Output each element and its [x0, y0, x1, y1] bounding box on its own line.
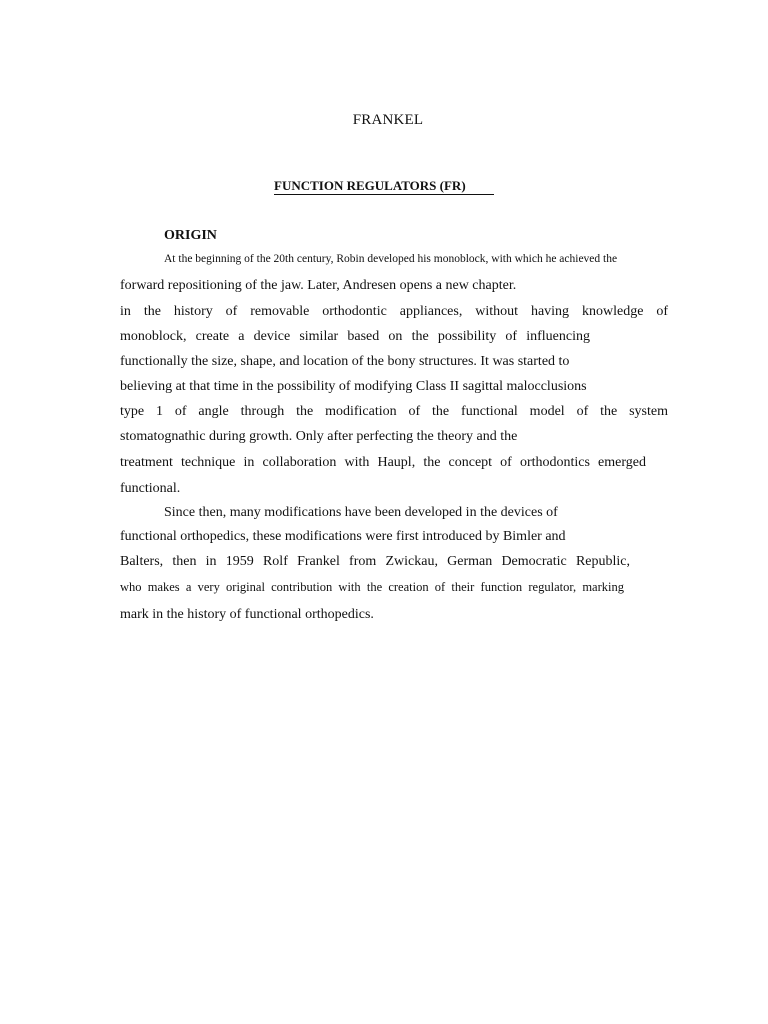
text-line: type 1 of angle through the modification of the functional model of the system	[120, 404, 668, 419]
document-subtitle: FUNCTION REGULATORS (FR)	[274, 178, 494, 195]
text-line: functional orthopedics, these modifications were first introduced by Bimler and	[120, 529, 566, 544]
text-line: mark in the history of functional orthopedics.	[120, 607, 374, 622]
text-line: monoblock, create a device similar based on the possibility of influencing	[120, 329, 590, 344]
text-line: believing at that time in the possibility of modifying Class II sagittal malocclusions	[120, 379, 587, 394]
text-line: At the beginning of the 20th century, Robin developed his monoblock, with which he achieved the	[164, 253, 618, 265]
text-line: functionally the size, shape, and location of the bony structures. It was started to	[120, 354, 570, 369]
text-line: functional.	[120, 481, 181, 496]
text-line: who makes a very original contribution with the creation of their function regulator, marking	[120, 580, 624, 594]
text-line: Balters, then in 1959 Rolf Frankel from Zwickau, German Democratic Republic,	[120, 554, 630, 569]
text-line: Since then, many modifications have been developed in the devices of	[164, 505, 558, 520]
text-line: stomatognathic during growth. Only after perfecting the theory and the	[120, 429, 518, 444]
text-line: in the history of removable orthodontic appliances, without having knowledge of	[120, 304, 668, 319]
section-heading: ORIGIN	[164, 228, 217, 243]
document-title: FRANKEL	[352, 112, 424, 128]
text-line: forward repositioning of the jaw. Later, Andresen opens a new chapter.	[120, 278, 517, 293]
text-line: treatment technique in collaboration with Haupl, the concept of orthodontics emerged	[120, 455, 646, 470]
